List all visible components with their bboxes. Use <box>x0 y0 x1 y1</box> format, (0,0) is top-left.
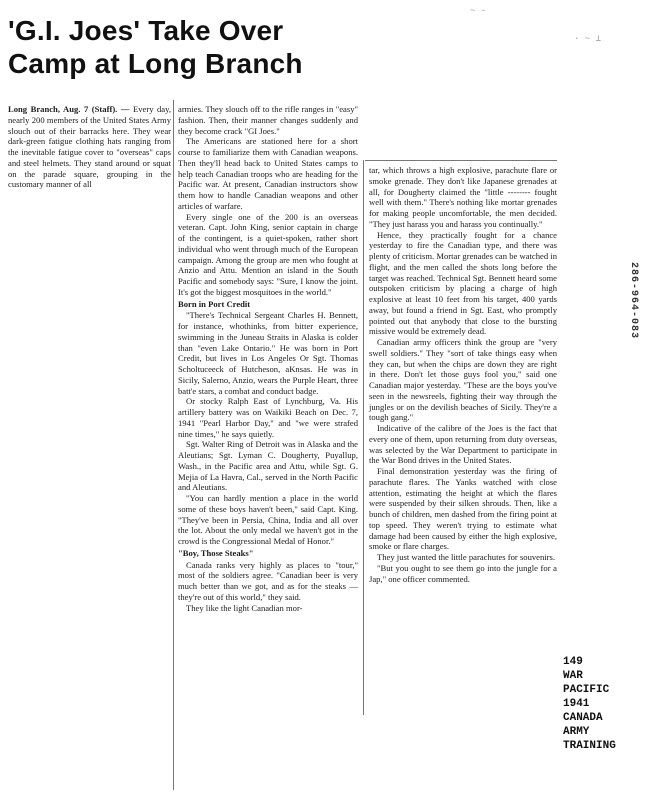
paragraph: Canada ranks very highly as places to "tour," most of the soldiers agree. "Canadian beer is very much better than we got, and as for the steaks — they're out of this world," they said. <box>178 559 358 602</box>
archive-stamp: 286-964-083 <box>628 262 639 340</box>
archive-tag-line: PACIFIC <box>563 684 610 696</box>
scan-mark: ~ - <box>470 6 487 16</box>
paragraph: They like the light Canadian mor- <box>186 602 303 613</box>
paragraph: armies. They slouch off to the rifle ranges in "easy" fashion. Then, their manner changes suddenly and they become crack "GI Joes." <box>178 104 358 136</box>
dateline: Long Branch, Aug. 7 (Staff). — <box>8 104 130 114</box>
column-rule <box>173 100 174 790</box>
paragraph: Indicative of the calibre of the Joes is the fact that every one of them, upon returning from duty overseas, was selected by the War Department to participate in the War Bond drives in the United States. <box>369 423 557 466</box>
archive-tag-line: WAR <box>563 670 583 682</box>
archive-tag-line: 1941 <box>563 698 590 710</box>
article-column-2 <box>178 104 358 613</box>
subheading: "Boy, Those Steaks" <box>178 547 254 558</box>
lead-paragraph <box>8 104 171 190</box>
paragraph: Hence, they practically fought for a chance yesterday to fire the Canadian type, and there was plenty of criticism. Mortar grenades can be watched in flight, and the men called the shots long before the target was reached. Technical Sgt. Bennett heard some outspoken criticism by placing a charge of high explosive at least 10 feet from his target, 400 yards away, but found a friend in Sgt. East, who promptly pointed out that anybody that close to the bursting missive would be extremely dead. <box>369 229 557 337</box>
article-column-3 <box>369 165 557 584</box>
column-top-rule <box>365 160 557 161</box>
headline-line-2: Camp at Long Branch <box>8 48 303 79</box>
archive-tag-line: TRAINING <box>563 740 616 752</box>
paragraph: "There's Technical Sergeant Charles H. Bennett, for instance, whothinks, from bitter experience, swimming in the Juneau Straits in Alaska is colder than "even Lake Ontario." He was born in Port Credit, but lives in Los Angeles Or Sgt. Thomas Scholtuceeck of Hutcheson, aKnsas. He was in Sicily, Salerno, Anzio, wears the Purple Heart, three batt'e stars, a combat and conduct badge. <box>178 310 358 396</box>
article-column-1 <box>8 104 171 190</box>
paragraph: They just wanted the little parachutes for souvenirs. <box>377 552 556 562</box>
subheading: Born in Port Credit <box>178 298 251 309</box>
archive-tag-line: 149 <box>563 656 583 668</box>
column-rule <box>363 160 364 715</box>
lead-text: Every day, nearly 200 members of the United States Army slouch out of their barracks here. They wear dark-green fatigue clothing hats ranging from the inevitable fatigue cover to "overseas" caps and steel helmets. They stand around or squat on the parade square, grouping in the customary manner of all <box>8 104 172 190</box>
paragraph: Final demonstration yesterday was the firing of parachute flares. The Yanks watched with close attention, estimating the height at which the flares were suspended by their silken shrouds. Then, like a bunch of children, men dashed from the firing point at top speed. They weren't trying to estimate what damage had been caused by either the high explosive, smoke or flare charges. <box>369 466 557 552</box>
paragraph: "You can hardly mention a place in the world some of these boys haven't been," said Capt. King. "They've been in Persia, China, India and all over the lot. About the only medal we haven't got in the crowd is the Congressional Medal of Honor." <box>178 493 358 546</box>
headline-line-1: 'G.I. Joes' Take Over <box>8 15 284 46</box>
paragraph: Or stocky Ralph East of Lynchburg, Va. His artillery battery was on Waikiki Beach on Dec. 7, 1941 "Pearl Harbor Day," and "we were strafed nine times," he says quietly. <box>178 396 358 439</box>
headline <box>8 14 368 80</box>
paragraph: Sgt. Walter Ring of Detroit was in Alaska and the Aleutians; Sgt. Lyman C. Dougherty, Puyallup, Wash., in the Pacific area and Attu, while Sgt. G. Mejia of La Havra, Cal., served in the North Pacific and Aleutians. <box>178 439 358 493</box>
paragraph: tar, which throws a high explosive, parachute flare or smoke grenade. They don't like Japanese grenades at all, for Dougherty claimed the "little -------- fought well with them." There's nothing like mortar grenades for making people uncomfortable, the men decided. "They just harass you and harass you continually." <box>369 165 557 229</box>
scan-mark: · ~ ⊥ <box>574 34 602 44</box>
archive-tag-line: ARMY <box>563 726 590 738</box>
paragraph: Canadian army officers think the group are "very swell soldiers." They "sort of take things easy when they can, but when the chips are down they are right in there. Don't let those guys fool you," said one Canadian major yesterday. "These are the boys you've seen in the newsreels, fighting their way through the jungles or on the devilish beaches of Sicily. They're a tough gang." <box>369 337 557 423</box>
paragraph: The Americans are stationed here for a short course to familiarize them with Canadian weapons. Then they'll head back to United States camps to help teach Canadian troops who are heading for the Pacific war. At present, Canadian instructors show them how to handle Canadian weapons and other articles of warfare. <box>178 136 358 211</box>
archive-tag <box>563 655 616 753</box>
paragraph: Every single one of the 200 is an overseas veteran. Capt. John King, senior captain in charge of the contingent, is a quiet-spoken, rather short individual who went through much of the European campaign. Among the group are men who fought at Anzio and Attu. Mention an island in the South Pacific and somebody says: "Sure, I know the joint. It's got the biggest mosquitoes in the world." <box>178 211 358 297</box>
archive-tag-line: CANADA <box>563 712 603 724</box>
paragraph: "But you ought to see them go into the jungle for a Jap," one officer commented. <box>369 562 557 584</box>
